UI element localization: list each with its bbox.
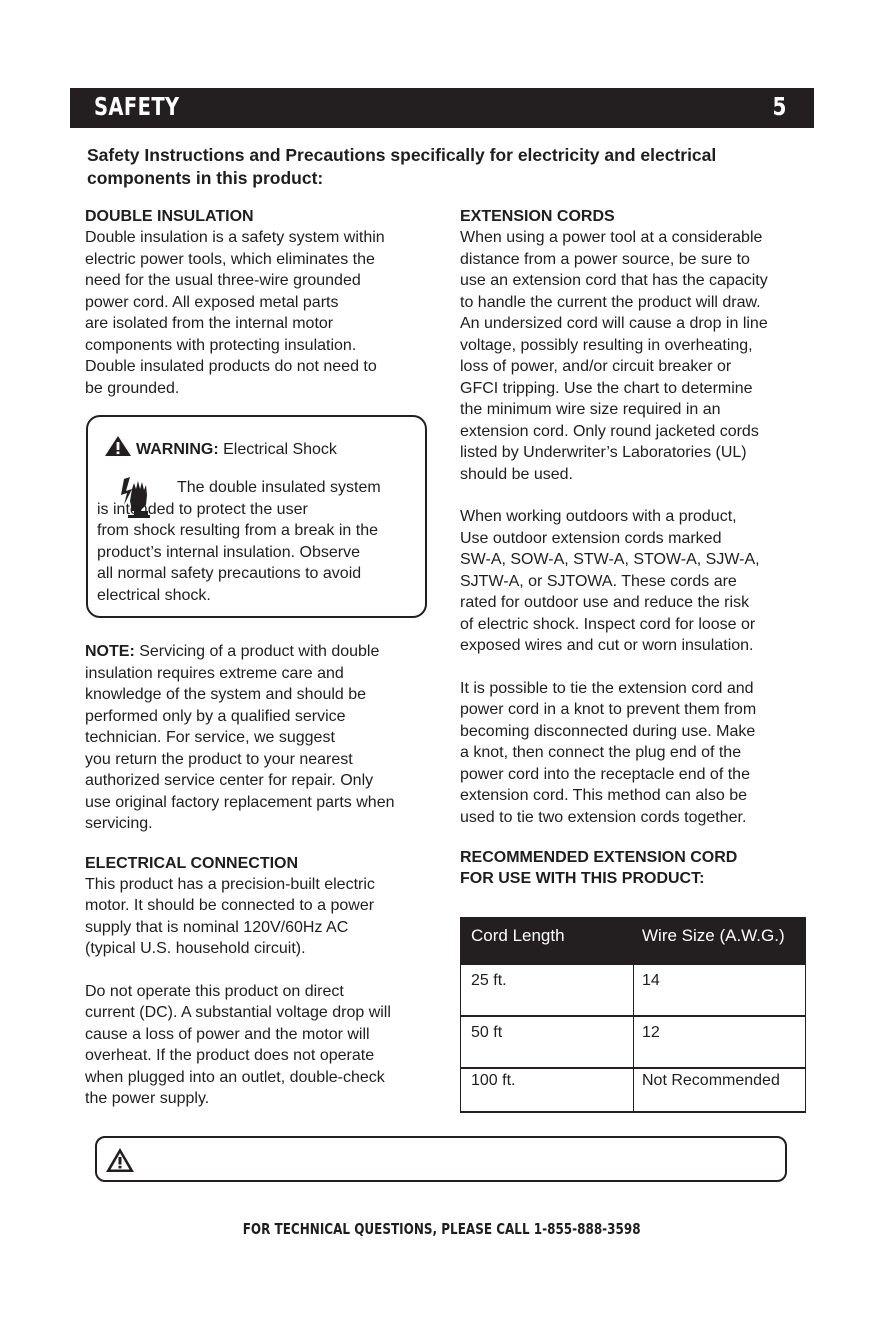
- electrical-connection-text-2: Do not operate this product on direct current (DC). A substantial voltage drop will cause a loss of power and the motor will overheat. If the product does not operate when plugged into an outlet, double-check the power supply.: [85, 982, 391, 1107]
- warning-triangle-icon: [104, 435, 132, 457]
- section-header-bar: [70, 88, 814, 128]
- warning-subtitle: Electrical Shock: [223, 441, 337, 458]
- note-paragraph: [85, 641, 440, 835]
- electrical-connection-heading: ELECTRICAL CONNECTION: [85, 854, 299, 872]
- double-insulation-heading: DOUBLE INSULATION: [85, 208, 254, 225]
- warning-label: WARNING:: [136, 441, 219, 458]
- note-label: NOTE:: [85, 643, 135, 660]
- extension-cords-heading: EXTENSION CORDS: [460, 208, 615, 225]
- right-column: [460, 206, 815, 889]
- table-divider: [633, 1065, 634, 1111]
- table-header-cell: Cord Length: [471, 926, 565, 945]
- bottom-warning-box: [95, 1136, 787, 1182]
- table-cell: Not Recommended: [642, 1072, 780, 1089]
- warning-title: [104, 435, 337, 460]
- note-text: Servicing of a product with double insulation requires extreme care and knowledge of the system and should be performed only by a qualified service technician. For service, we suggest you return the product to your nearest authorized service center for repair. Only use original factory replacement parts when servicing.: [85, 643, 395, 832]
- note-section: [85, 641, 440, 1110]
- intro-heading: Safety Instructions and Precautions specifically for electricity and electrical components in this product:: [87, 145, 717, 188]
- warning-text: The double insulated system is intended to protect the user from shock resulting from a break in the product’s internal insulation. Observe all normal safety precautions to avoid electrical shock.: [97, 479, 381, 604]
- table-divider: [633, 1017, 634, 1067]
- recommended-heading: RECOMMENDED EXTENSION CORD FOR USE WITH THIS PRODUCT:: [460, 849, 738, 887]
- table-cell: 12: [642, 1024, 660, 1041]
- table-cell: 100 ft.: [471, 1072, 516, 1089]
- technical-questions-line: FOR TECHNICAL QUESTIONS, PLEASE CALL 1-855-888-3598: [242, 1220, 641, 1238]
- extension-cord-table: [460, 917, 806, 1113]
- extension-cords-text-2: When working outdoors with a product, Use outdoor extension cords marked SW-A, SOW-A, STW-A, STOW-A, SJW-A, SJTW-A, or SJTOWA. These cords are rated for outdoor use and reduce the risk of electric shock. Inspect cord for loose or exposed wires and cut or worn insulation.: [460, 508, 760, 654]
- warning-triangle-icon: [105, 1147, 135, 1173]
- table-cell: 25 ft.: [471, 972, 507, 989]
- electrical-connection-text-1: This product has a precision-built electric motor. It should be connected to a power supply that is nominal 120V/60Hz AC (typical U.S. household circuit).: [85, 875, 375, 957]
- footer: [0, 1220, 883, 1238]
- extension-cords-text-1: When using a power tool at a considerable distance from a power source, be sure to use an extension cord that has the capacity to handle the current the product will draw. An undersized cord will cause a drop in line voltage, possibly resulting in overheating, loss of power, and/or circuit breaker or GFCI tripping. Use the chart to determine the minimum wire size required in an extension cord. Only round jacketed cords listed by Underwriter’s Laboratories (UL) should be used.: [460, 229, 768, 483]
- table-row: [460, 965, 806, 1017]
- left-column: [85, 206, 440, 399]
- warning-box: [86, 415, 427, 618]
- table-header: [460, 917, 806, 965]
- section-title: SAFETY: [94, 92, 180, 121]
- table-cell: 14: [642, 972, 660, 989]
- table-row: [460, 1065, 806, 1113]
- table-header-cell: Wire Size (A.W.G.): [642, 926, 785, 945]
- table-row: [460, 1017, 806, 1069]
- extension-cords-text-3: It is possible to tie the extension cord and power cord in a knot to prevent them from becoming disconnected during use. Make a knot, then connect the plug end of the power cord into the receptacle end of the extension cord. This method can also be used to tie two extension cords together.: [460, 679, 757, 826]
- double-insulation-text: Double insulation is a safety system within electric power tools, which eliminates the need for the usual three-wire grounded power cord. All exposed metal parts are isolated from the internal motor components with protecting insulation. Double insulated products do not need to be grounded.: [85, 229, 385, 397]
- table-cell: 50 ft: [471, 1024, 503, 1041]
- page-number: 5: [772, 92, 786, 121]
- table-divider: [633, 965, 634, 1015]
